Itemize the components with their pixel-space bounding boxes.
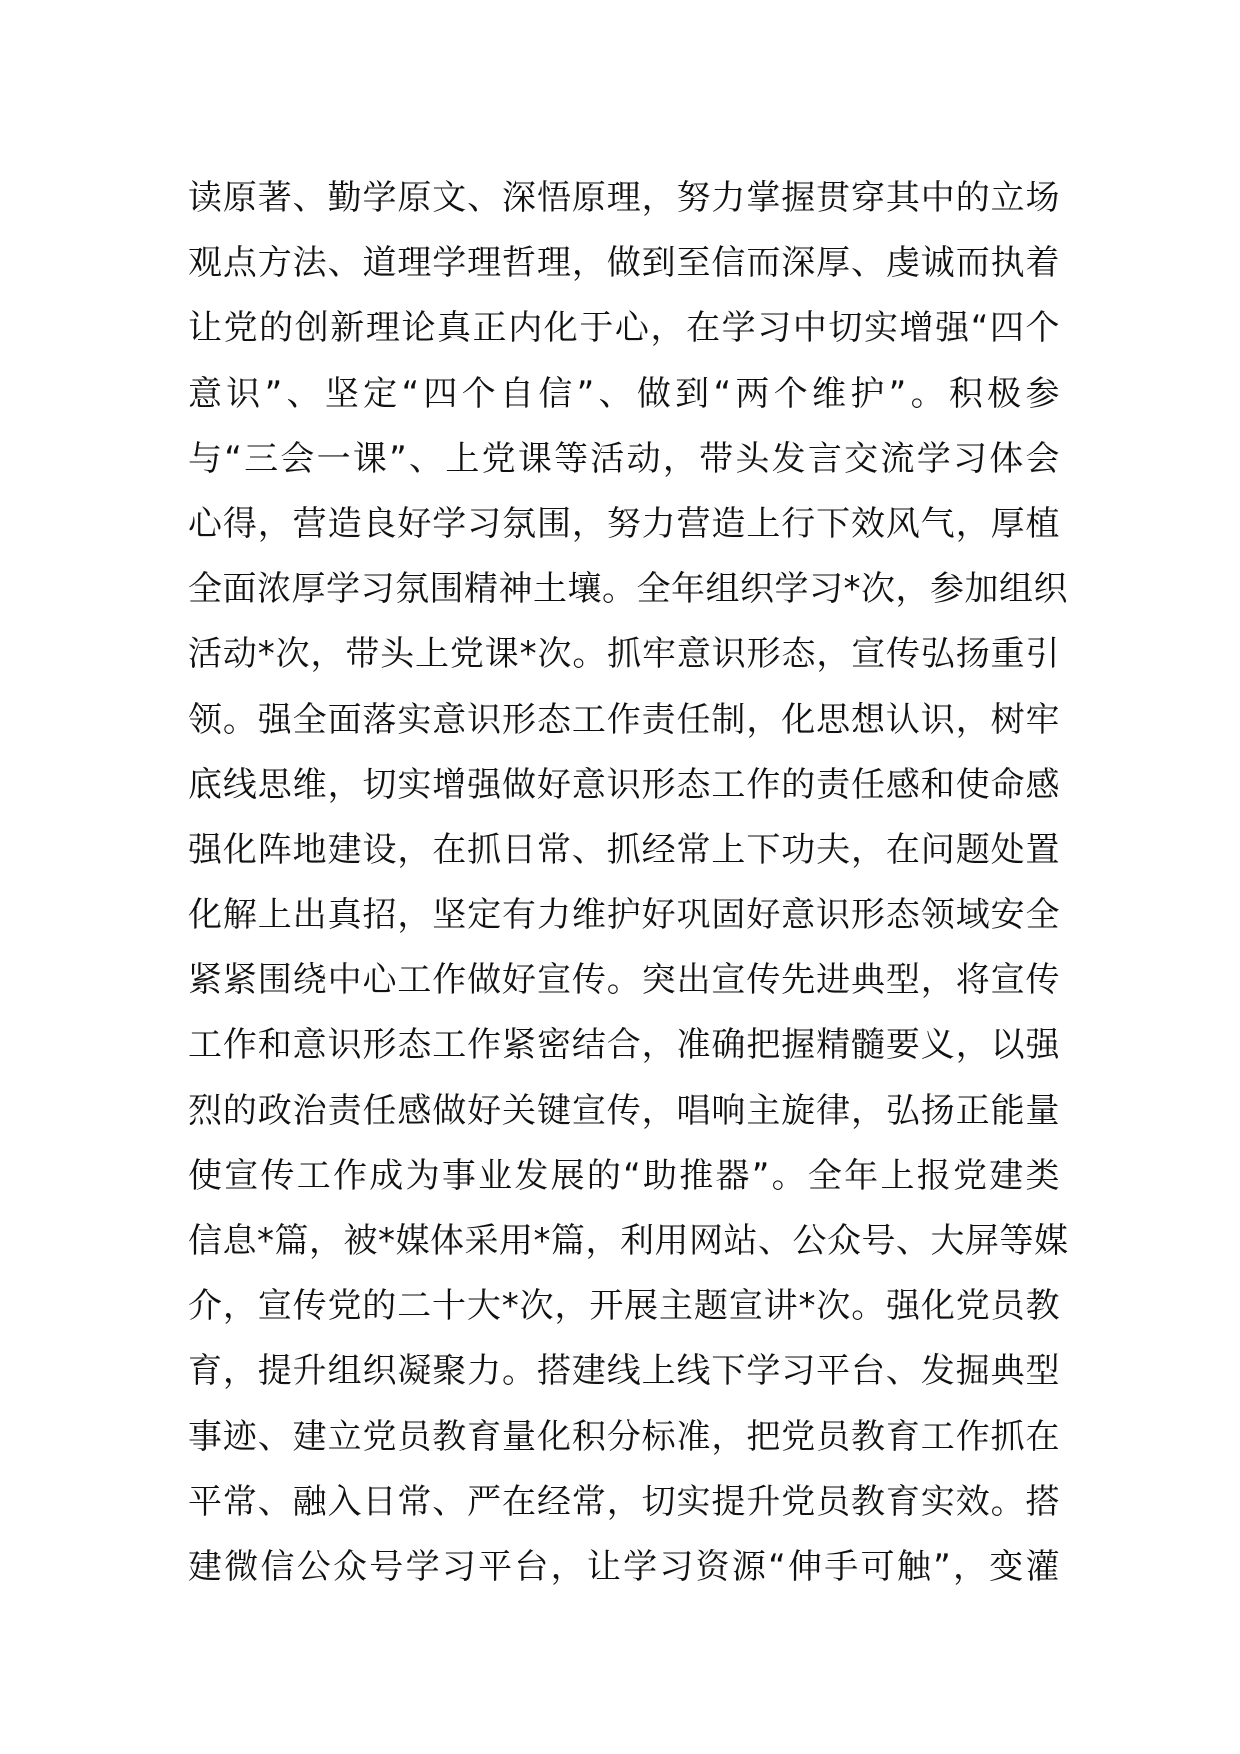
- text-line: 平常、融入日常、严在经常，切实提升党员教育实效。搭: [188, 1481, 1060, 1522]
- text-line: 信息*篇，被*媒体采用*篇，利用网站、公众号、大屏等媒: [188, 1221, 1069, 1261]
- text-line: 让党的创新理论真正内化于心，在学习中切实增强“四个: [188, 308, 1060, 349]
- text-line: 全面浓厚学习氛围精神土壤。全年组织学习*次，参加组织: [188, 569, 1068, 610]
- body-text: [188, 166, 1069, 1600]
- text-line: 领。强全面落实意识形态工作责任制，化思想认识，树牢: [188, 699, 1060, 740]
- text-line: 事迹、建立党员教育量化积分标准，把党员教育工作抓在: [188, 1416, 1060, 1457]
- text-line: 心得，营造良好学习氛围，努力营造上行下效风气，厚植: [188, 503, 1060, 544]
- text-line: 烈的政治责任感做好关键宣传，唱响主旋律，弘扬正能量: [188, 1090, 1060, 1131]
- text-line: 与“三会一课”、上党课等活动，带头发言交流学习体会: [188, 438, 1060, 479]
- text-line: 工作和意识形态工作紧密结合，准确把握精髓要义，以强: [188, 1025, 1060, 1066]
- text-line: 强化阵地建设，在抓日常、抓经常上下功夫，在问题处置: [188, 829, 1060, 870]
- text-line: 观点方法、道理学理哲理，做到至信而深厚、虔诚而执着: [188, 243, 1060, 284]
- text-line: 意识”、坚定“四个自信”、做到“两个维护”。积极参: [188, 373, 1060, 414]
- text-line: 底线思维，切实增强做好意识形态工作的责任感和使命感: [188, 764, 1060, 805]
- text-line: 化解上出真招，坚定有力维护好巩固好意识形态领域安全: [188, 895, 1060, 936]
- text-line: 育，提升组织凝聚力。搭建线上线下学习平台、发掘典型: [188, 1351, 1060, 1392]
- text-line: 介，宣传党的二十大*次，开展主题宣讲*次。强化党员教: [188, 1286, 1060, 1327]
- text-line: 活动*次，带头上党课*次。抓牢意识形态，宣传弘扬重引: [188, 634, 1060, 675]
- text-line: 读原著、勤学原文、深悟原理，努力掌握贯穿其中的立场: [188, 178, 1060, 218]
- text-line: 建微信公众号学习平台，让学习资源“伸手可触”，变灌: [188, 1546, 1060, 1587]
- text-line: 紧紧围绕中心工作做好宣传。突出宣传先进典型，将宣传: [188, 960, 1060, 1001]
- text-line: 使宣传工作成为事业发展的“助推器”。全年上报党建类: [188, 1155, 1060, 1196]
